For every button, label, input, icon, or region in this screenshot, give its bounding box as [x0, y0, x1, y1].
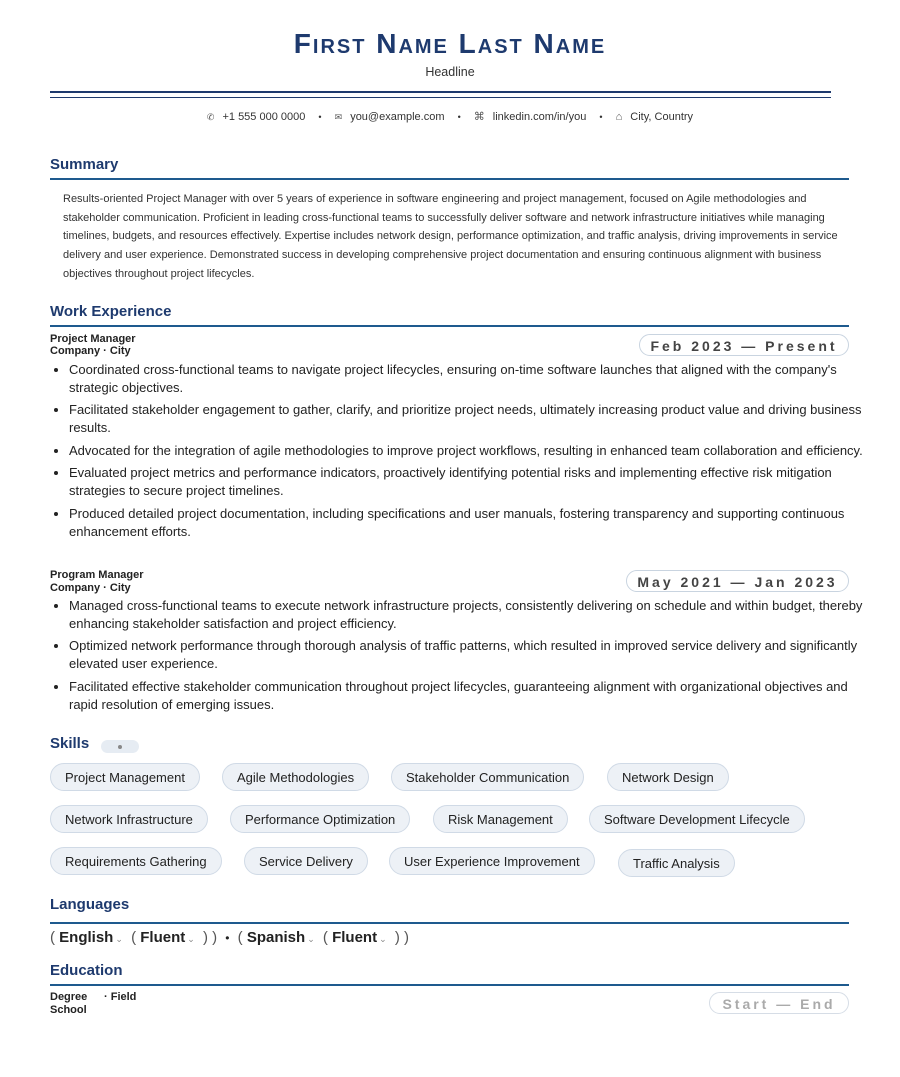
chevron-down-icon: ⌄ [187, 934, 195, 944]
linkedin-text: linkedin.com/in/you [492, 111, 587, 123]
bullet-item: • Facilitated stakeholder engagement to gather, clarify, and prioritize project needs, ultimately increasing product value and driving business results. [69, 401, 869, 437]
languages-rule [50, 922, 849, 924]
phone-icon: ✆ [206, 112, 215, 122]
paren-close: ) [403, 929, 409, 946]
bullet-item: • Coordinated cross-functional teams to navigate project lifecycles, ensuring on-time software launches that aligned with the company's strategic objectives. [69, 361, 869, 397]
headline: Headline [425, 65, 475, 79]
home-icon: ⌂ [615, 111, 623, 123]
email-text: you@example.com [350, 111, 445, 123]
job-company: Company · City [50, 345, 131, 357]
language-name: English [59, 929, 114, 946]
phone-text: +1 555 000 0000 [222, 111, 306, 123]
languages-list [50, 929, 409, 946]
language-select[interactable] [247, 929, 319, 946]
education-dates: Start — End [709, 992, 849, 1014]
contact-separator: • [457, 112, 461, 122]
language-separator: • [225, 931, 230, 945]
education-degree: Degree [50, 991, 88, 1003]
job-title: Program Manager [50, 569, 144, 581]
summary-rule [50, 178, 849, 180]
skill-chip[interactable]: Requirements Gathering [50, 847, 222, 875]
language-select[interactable] [59, 929, 127, 946]
skill-chip[interactable]: Traffic Analysis [618, 849, 735, 877]
job-dates: Feb 2023 — Present [639, 334, 849, 356]
paren-close: ) [212, 929, 218, 946]
language-entry [50, 929, 221, 946]
contact-phone[interactable] [207, 111, 305, 123]
paren-open: ( [322, 929, 328, 946]
contact-bar [0, 110, 900, 123]
level-select[interactable] [140, 929, 199, 946]
bullet-item: • Advocated for the integration of agile methodologies to improve project workflows, resulting in enhanced team collaboration and efficiency. [69, 442, 869, 460]
job-bullets [50, 361, 869, 545]
paren-open: ( [50, 929, 55, 946]
contact-location [616, 111, 693, 123]
chevron-down-icon: ⌄ [307, 934, 315, 944]
paren-close: ) [394, 929, 400, 946]
paren-close: ) [202, 929, 208, 946]
skill-chip[interactable]: Project Management [50, 763, 200, 791]
summary-text: Results-oriented Project Manager with over 5 years of experience in software engineering and project management, focused on Agile methodologies and stakeholder communication. Proficient in leading cross-functional teams to successfully deliver software and network infrastructure initiatives while managing timelines, budgets, and resources effectively. Expertise includes network design, performance optimization, and traffic analysis, driving improvements in service delivery and user experience. Demonstrated success in developing comprehensive project documentation and ensuring continuous alignment with business objectives throughout project lifecycles. [63, 193, 838, 280]
skill-chip[interactable]: Risk Management [433, 805, 568, 833]
job-dates: May 2021 — Jan 2023 [626, 570, 849, 592]
skill-chip[interactable]: Performance Optimization [230, 805, 410, 833]
toggle-knob [118, 745, 122, 749]
job-title: Project Manager [50, 333, 136, 345]
command-icon: ⌘ [473, 111, 485, 123]
education-rule [50, 984, 849, 986]
level-select[interactable] [332, 929, 391, 946]
language-name: Spanish [246, 929, 306, 946]
language-level: Fluent [332, 929, 378, 946]
language-entry [238, 929, 409, 946]
skill-chip[interactable]: Service Delivery [244, 847, 368, 875]
contact-separator: • [318, 112, 322, 122]
bullet-item: • Managed cross-functional teams to execute network infrastructure projects, consistently delivering on schedule and within budget, thereby enhancing stakeholder satisfaction and project efficiency. [69, 597, 869, 633]
bullet-item: • Optimized network performance through thorough analysis of traffic patterns, which resulted in improved service delivery and significantly elevated user experience. [69, 637, 869, 673]
language-level: Fluent [140, 929, 186, 946]
work-heading: Work Experience [50, 303, 172, 320]
skill-chip[interactable]: Network Infrastructure [50, 805, 208, 833]
contact-separator: • [599, 112, 603, 122]
bullet-item: • Facilitated effective stakeholder communication throughout project lifecycles, guaranteeing alignment with organizational objectives and rapid resolution of emerging issues. [69, 678, 869, 714]
bullet-item: • Evaluated project metrics and performance indicators, proactively identifying potential risks and implementing effective risk mitigation strategies to secure project timelines. [69, 464, 869, 500]
skill-chip[interactable]: Software Development Lifecycle [589, 805, 805, 833]
mail-icon: ✉ [334, 112, 343, 122]
skills-toggle[interactable] [101, 740, 139, 753]
education-heading: Education [50, 962, 123, 979]
skills-heading: Skills [50, 735, 90, 752]
contact-linkedin[interactable] [474, 110, 587, 123]
skill-chip[interactable]: Network Design [607, 763, 729, 791]
skill-chip[interactable]: User Experience Improvement [389, 847, 595, 875]
education-school: School [50, 1004, 87, 1016]
chevron-down-icon: ⌄ [115, 934, 123, 944]
education-field: · Field [104, 991, 137, 1003]
candidate-name: First Name Last Name [293, 28, 607, 59]
skill-chip[interactable]: Agile Methodologies [222, 763, 369, 791]
languages-heading: Languages [50, 896, 130, 913]
work-rule [50, 325, 849, 327]
header-divider [50, 91, 831, 98]
contact-email[interactable] [335, 111, 445, 123]
chevron-down-icon: ⌄ [379, 934, 387, 944]
bullet-item: • Produced detailed project documentation, including specifications and user manuals, fostering transparency and supporting continuous enhancement efforts. [69, 505, 869, 541]
location-text: City, Country [630, 111, 694, 123]
skill-chip[interactable]: Stakeholder Communication [391, 763, 584, 791]
paren-open: ( [237, 929, 243, 946]
job-bullets [50, 597, 869, 718]
job-company: Company · City [50, 582, 131, 594]
summary-heading: Summary [50, 156, 119, 173]
paren-open: ( [131, 929, 137, 946]
